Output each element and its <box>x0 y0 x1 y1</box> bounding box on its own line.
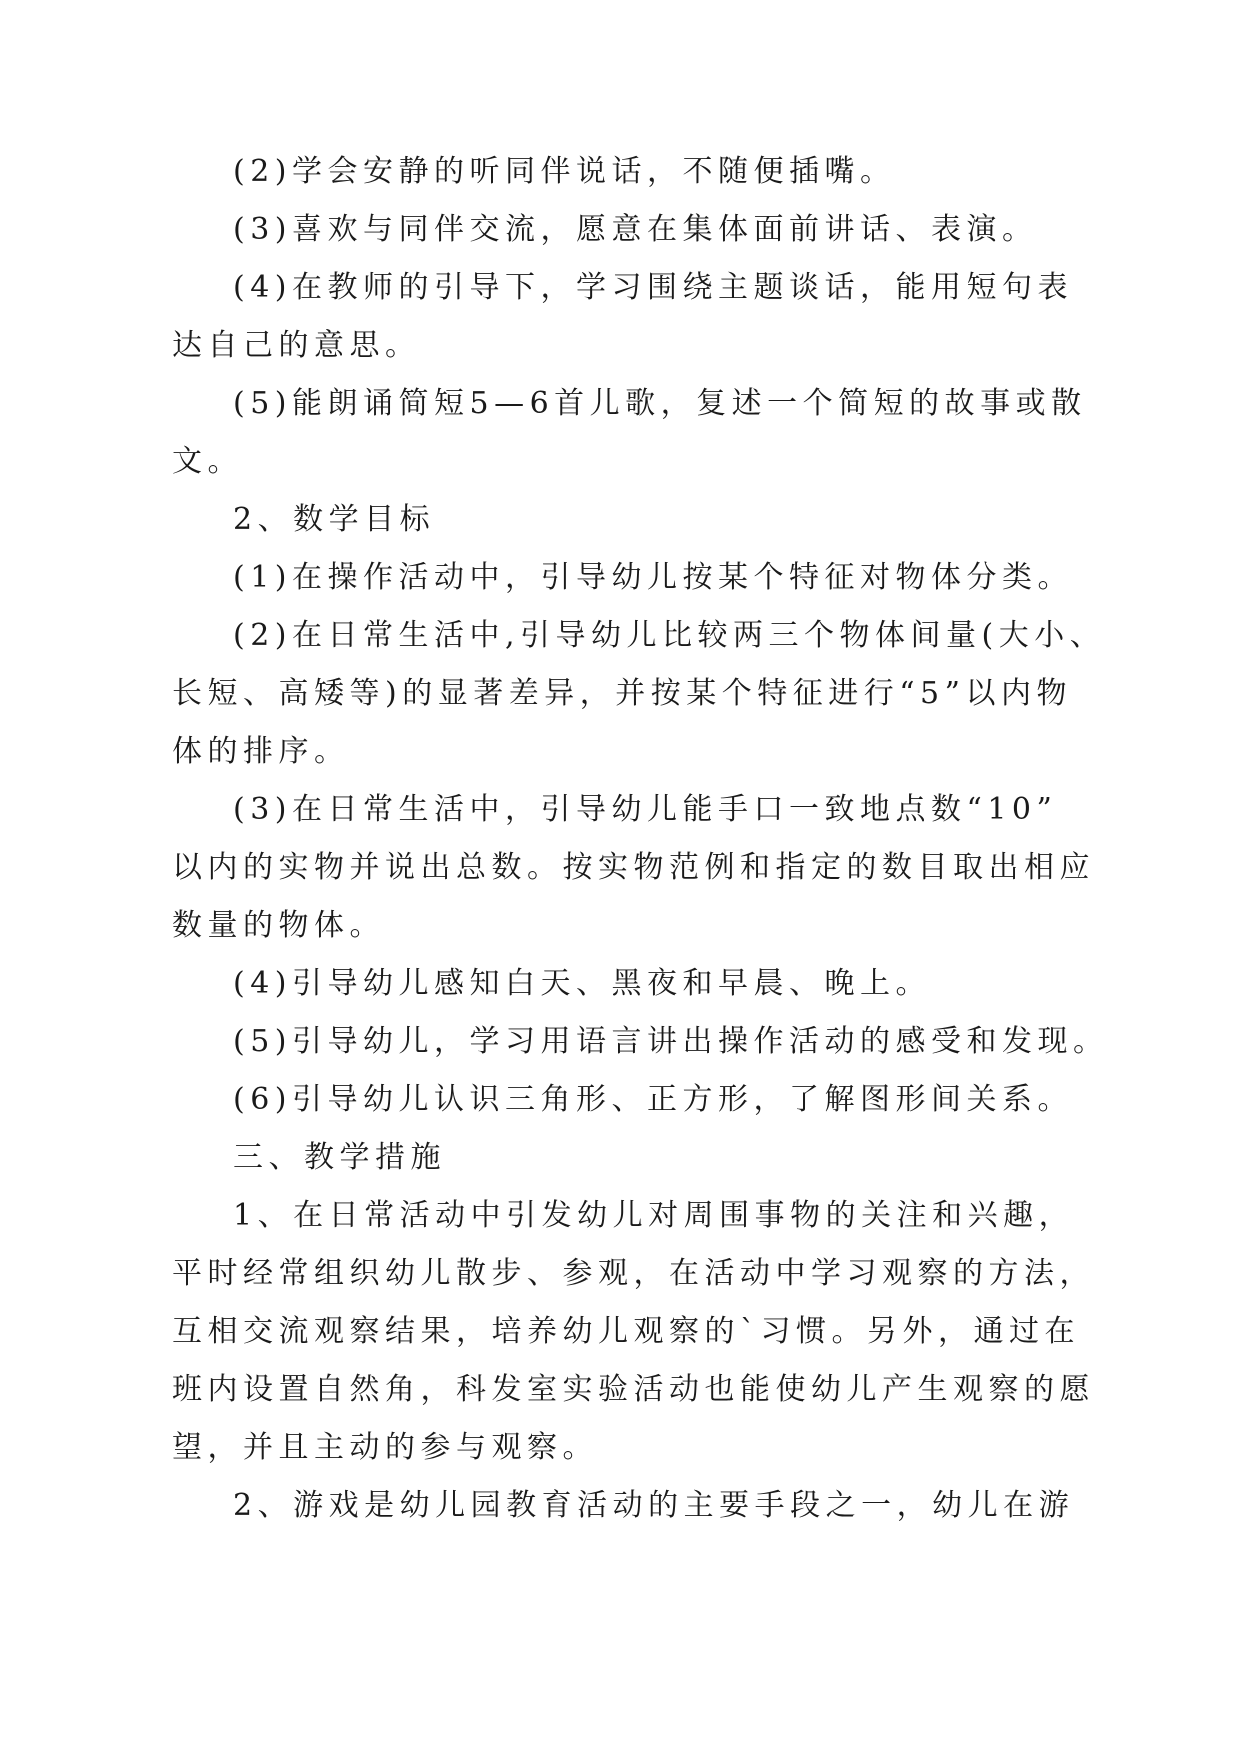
paragraph-line: (2)在日常生活中,引导幼儿比较两三个物体间量(大小、 <box>233 618 1106 653</box>
paragraph-line: (2)学会安静的听同伴说话，不随便插嘴。 <box>233 154 896 189</box>
paragraph-line: 2、游戏是幼儿园教育活动的主要手段之一，幼儿在游 <box>233 1488 1075 1523</box>
paragraph-line: (5)引导幼儿，学习用语言讲出操作活动的感受和发现。 <box>233 1024 1109 1059</box>
paragraph-line: (4)引导幼儿感知白天、黑夜和早晨、晚上。 <box>233 966 931 1001</box>
paragraph-line: 体的排序。 <box>172 734 350 769</box>
paragraph-line: (3)在日常生活中，引导幼儿能手口一致地点数“10” <box>233 792 1058 827</box>
paragraph-line: (1)在操作活动中，引导幼儿按某个特征对物体分类。 <box>233 560 1073 595</box>
paragraph-line: 平时经常组织幼儿散步、参观，在活动中学习观察的方法， <box>172 1256 1095 1291</box>
paragraph-line: (3)喜欢与同伴交流，愿意在集体面前讲话、表演。 <box>233 212 1038 247</box>
paragraph-line: (4)在教师的引导下，学习围绕主题谈话，能用短句表 <box>233 270 1073 305</box>
paragraph-line: (6)引导幼儿认识三角形、正方形，了解图形间关系。 <box>233 1082 1073 1117</box>
paragraph-line: 以内的实物并说出总数。按实物范例和指定的数目取出相应 <box>172 850 1095 885</box>
paragraph-line: 1、在日常活动中引发幼儿对周围事物的关注和兴趣， <box>233 1198 1075 1233</box>
paragraph-line: 互相交流观察结果，培养幼儿观察的`习惯。另外，通过在 <box>172 1314 1080 1349</box>
paragraph-line: 达自己的意思。 <box>172 328 421 363</box>
paragraph-line: 长短、高矮等)的显著差异，并按某个特征进行“5”以内物 <box>172 676 1072 711</box>
paragraph-line: 班内设置自然角，科发室实验活动也能使幼儿产生观察的愿 <box>172 1372 1095 1407</box>
paragraph-line: 数量的物体。 <box>172 908 385 943</box>
paragraph-line: 文。 <box>172 444 243 479</box>
section-heading: 三、教学措施 <box>233 1140 446 1175</box>
section-heading: 2、数学目标 <box>233 502 436 537</box>
paragraph-line: 望，并且主动的参与观察。 <box>172 1430 598 1465</box>
paragraph-line: (5)能朗诵简短5—6首儿歌，复述一个简短的故事或散 <box>233 386 1087 421</box>
